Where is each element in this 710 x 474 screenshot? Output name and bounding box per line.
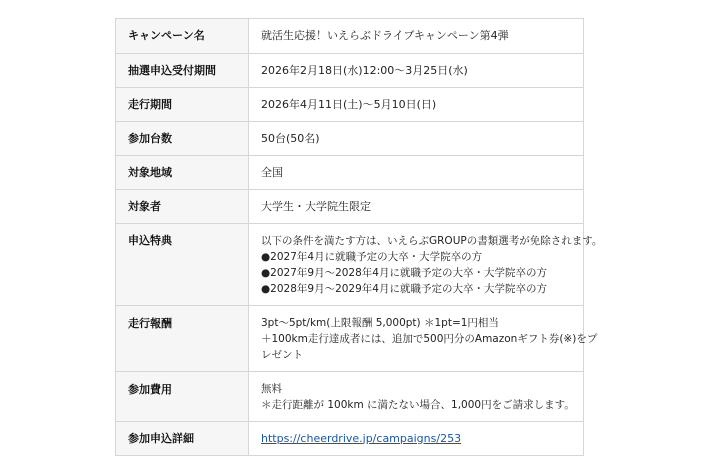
row-value [249, 19, 584, 54]
target-audience: 大学生・大学院生限定 [261, 199, 371, 213]
table-row [116, 19, 584, 54]
driving-period: 2026年4月11日(土)〜5月10日(日) [261, 97, 437, 111]
row-value [249, 422, 584, 456]
table-row [116, 306, 584, 372]
row-value [249, 88, 584, 122]
row-value [249, 224, 603, 306]
row-value [249, 156, 584, 190]
entry-period: 2026年2月18日(水)12:00〜3月25日(水) [261, 63, 468, 77]
table-row [116, 224, 584, 306]
row-label: 走行期間 [116, 88, 249, 122]
row-label: 走行報酬 [116, 306, 249, 372]
benefit-item: ●2028年9月〜2029年4月に就職予定の大卒・大学院卒の方 [261, 282, 547, 295]
campaign-link[interactable]: https://cheerdrive.jp/campaigns/253 [261, 431, 462, 445]
campaign-info-table-wrapper [115, 18, 603, 456]
row-label: キャンペーン名 [116, 19, 249, 54]
row-value [249, 190, 584, 224]
reward-text: 3pt〜5pt/km(上限報酬 5,000pt) ＊1pt=1円相当 [261, 316, 499, 329]
table-row [116, 54, 584, 88]
row-label: 参加申込詳細 [116, 422, 249, 456]
fee-note: ＊走行距離が 100km に満たない場合、1,000円をご請求します。 [261, 398, 575, 411]
row-label: 申込特典 [116, 224, 249, 306]
table-row [116, 372, 584, 422]
reward-text: ＋100km走行達成者には、追加で500円分のAmazonギフト券(※)をプ [261, 332, 598, 345]
campaign-name: 就活生応援！いえらぶドライブキャンペーン第4弾 [261, 29, 509, 42]
fee-text: 無料 [261, 382, 282, 395]
benefit-item: ●2027年4月に就職予定の大卒・大学院卒の方 [261, 250, 483, 263]
table-row [116, 422, 584, 456]
row-value [249, 372, 584, 422]
row-value [249, 54, 584, 88]
row-label: 対象者 [116, 190, 249, 224]
row-value [249, 306, 598, 372]
row-label: 参加台数 [116, 122, 249, 156]
benefit-text: 以下の条件を満たす方は、いえらぶGROUPの書類選考が免除されます。 [261, 234, 603, 247]
vehicle-count: 50台(50名) [261, 131, 320, 145]
campaign-info-table [115, 18, 603, 456]
row-label: 参加費用 [116, 372, 249, 422]
target-region: 全国 [261, 165, 283, 179]
table-row [116, 190, 584, 224]
row-label: 対象地域 [116, 156, 249, 190]
table-row [116, 156, 584, 190]
table-row [116, 88, 584, 122]
benefit-item: ●2027年9月〜2028年4月に就職予定の大卒・大学院卒の方 [261, 266, 547, 279]
row-value [249, 122, 584, 156]
reward-text: レゼント [261, 348, 303, 361]
row-label: 抽選申込受付期間 [116, 54, 249, 88]
table-row [116, 122, 584, 156]
